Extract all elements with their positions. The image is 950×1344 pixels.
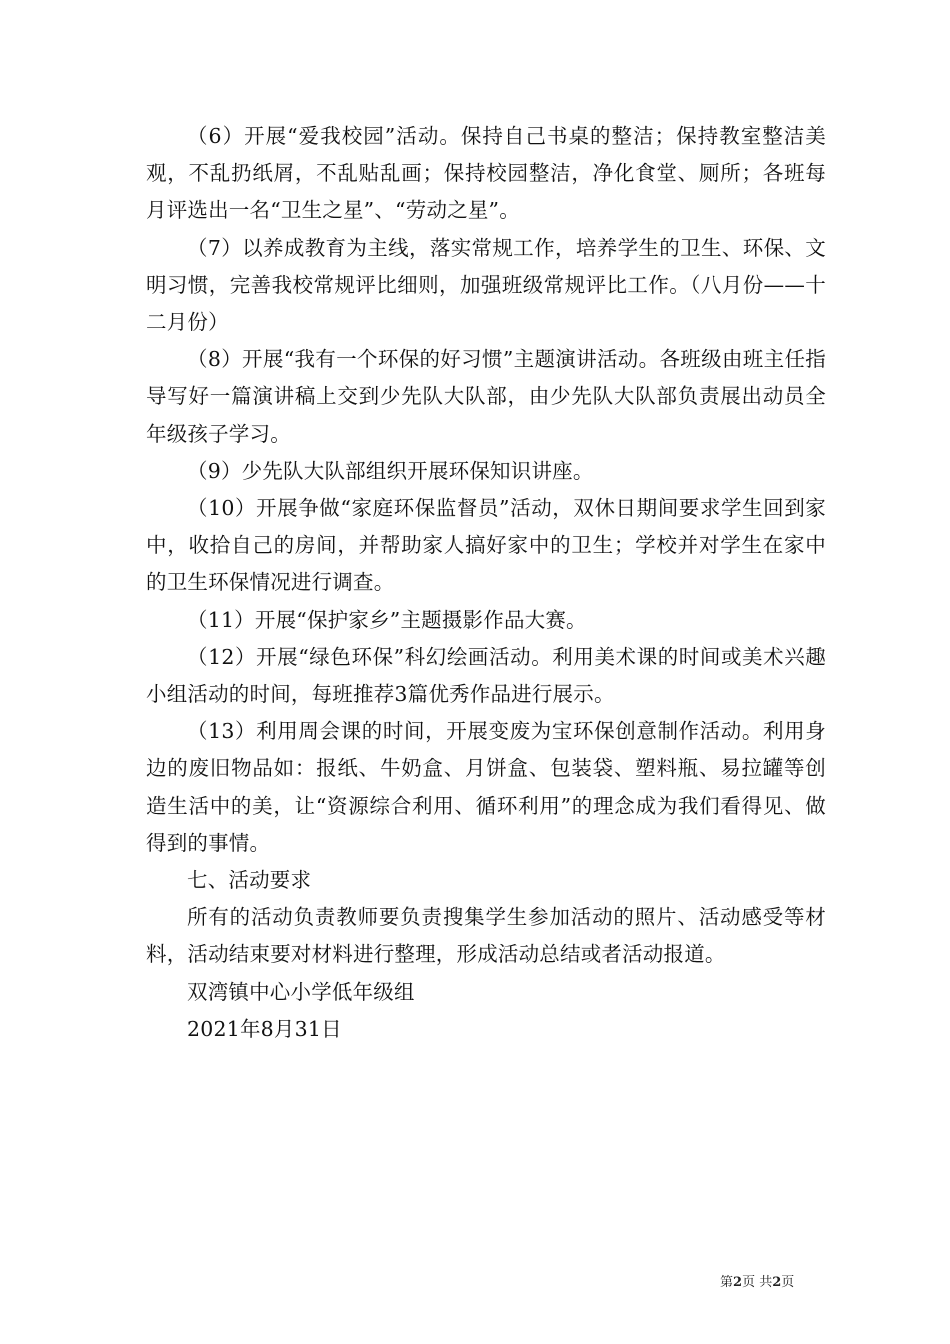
paragraph-item-12: （12）开展“绿色环保”科幻绘画活动。利用美术课的时间或美术兴趣小组活动的时间，每班推荐3篇优秀作品进行展示。	[146, 644, 826, 707]
page-number-footer	[720, 1274, 820, 1292]
paragraph-item-6: （6）开展“爱我校园”活动。保持自己书桌的整洁；保持教室整洁美观，不乱扔纸屑，不乱贴乱画；保持校园整洁，净化食堂、厕所；各班每月评选出一名“卫生之星”、“劳动之星”。	[146, 124, 826, 223]
paragraph-item-9: （9）少先队大队部组织开展环保知识讲座。	[187, 458, 594, 483]
paragraph-item-8: （8）开展“我有一个环保的好习惯”主题演讲活动。各班级由班主任指导写好一篇演讲稿上交到少先队大队部，由少先队大队部负责展出动员全年级孩子学习。	[146, 347, 826, 446]
signature-organization: 双湾镇中心小学低年级组	[187, 979, 415, 1004]
paragraph-item-10: （10）开展争做“家庭环保监督员”活动，双休日期间要求学生回到家中，收拾自己的房间，并帮助家人搞好家中的卫生；学校并对学生在家中的卫生环保情况进行调查。	[146, 496, 826, 595]
footer-suffix: 页	[781, 1275, 795, 1290]
paragraph-item-11: （11）开展“保护家乡”主题摄影作品大赛。	[187, 607, 587, 632]
section-heading: 七、活动要求	[187, 868, 312, 893]
footer-prefix: 第	[720, 1275, 734, 1290]
footer-current-page: 2	[733, 1275, 743, 1290]
footer-middle: 页 共	[742, 1275, 773, 1290]
paragraph-item-13: （13）利用周会课的时间，开展变废为宝环保创意制作活动。利用身边的废旧物品如：报纸、牛奶盒、月饼盒、包装袋、塑料瓶、易拉罐等创造生活中的美，让“资源综合利用、循环利用”的理念成为我们看得见、做得到的事情。	[146, 719, 826, 855]
requirements-paragraph: 所有的活动负责教师要负责搜集学生参加活动的照片、活动感受等材料，活动结束要对材料进行整理，形成活动总结或者活动报道。	[146, 905, 826, 967]
signature-date: 2021年8月31日	[187, 1016, 342, 1041]
footer-total-pages: 2	[772, 1275, 782, 1290]
paragraph-item-7: （7）以养成教育为主线，落实常规工作，培养学生的卫生、环保、文明习惯，完善我校常规评比细则，加强班级常规评比工作。（八月份——十二月份）	[146, 235, 826, 335]
document-body	[146, 118, 826, 1048]
